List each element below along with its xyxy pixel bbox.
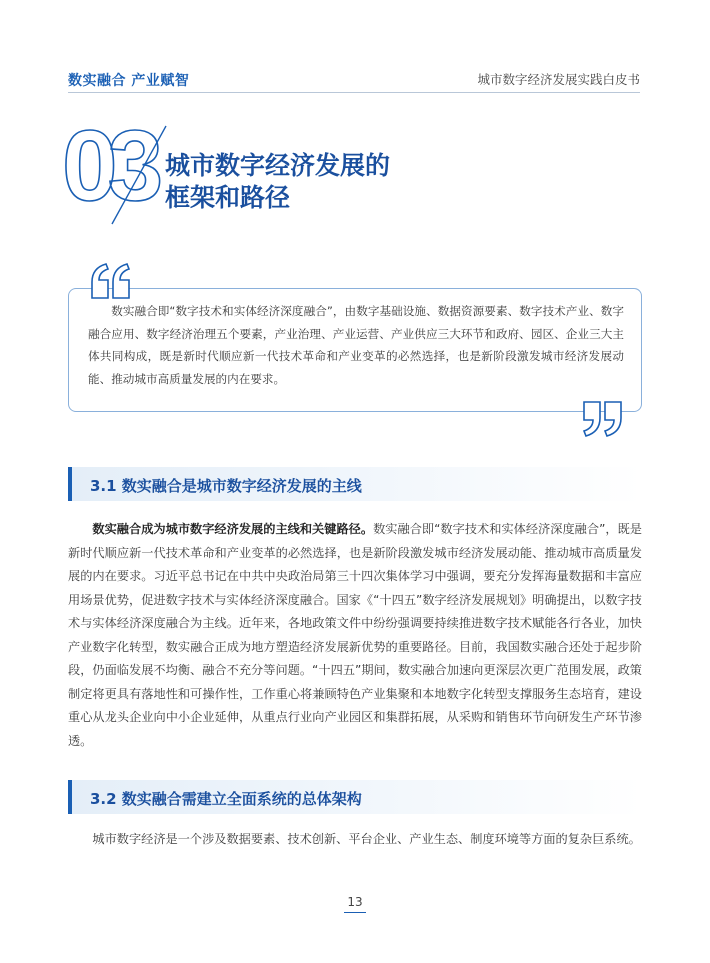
open-quote-icon bbox=[88, 262, 134, 300]
chapter-title-line2: 框架和路径 bbox=[165, 183, 291, 212]
summary-text: 数实融合即“数字技术和实体经济深度融合”，由数字基础设施、数据资源要素、数字技术产业、数字融合应用、数字经济治理五个要素，产业治理、产业运营、产业供应三大环节和政府、园区、企业三大主体共同构成，既是新时代顺应新一代技术革命和产业变革的必然选择，也是新阶段激发城市经济发展动能、推动城市高质量发展的内在要求。 bbox=[88, 304, 624, 386]
page-number-underline bbox=[344, 912, 366, 913]
section-heading-3-1 bbox=[68, 467, 642, 501]
section-title: 3.2 数实融合需建立全面系统的总体架构 bbox=[90, 790, 362, 808]
page-number: 13 bbox=[347, 895, 363, 909]
header-brand: 数实融合 产业赋智 bbox=[68, 73, 190, 89]
chapter-title-line1: 城市数字经济发展的 bbox=[165, 151, 391, 180]
section-accent-bar bbox=[68, 467, 72, 501]
section-accent-bar bbox=[68, 780, 72, 814]
lead-sentence: 数实融合成为城市数字经济发展的主线和关键路径。 bbox=[92, 522, 374, 536]
header-divider bbox=[68, 92, 640, 93]
header-doc-title: 城市数字经济发展实践白皮书 bbox=[477, 72, 640, 87]
chapter-number-graphic bbox=[62, 108, 172, 228]
paragraph-body: 数实融合即“数字技术和实体经济深度融合”，既是新时代顺应新一代技术革命和产业变革的必然选择，也是新阶段激发城市经济发展动能、推动城市高质量发展的内在要求。习近平总书记在中共中央政治局第三十四次集体学习中强调，要充分发挥海量数据和丰富应用场景优势，促进数字技术与实体经济深度融合。国家《“十四五”数字经济发展规划》明确提出，以数字技术与实体经济深度融合为主线。近年来，各地政策文件中纷纷强调要持续推进数字技术赋能各行各业，加快产业数字化转型，数实融合正成为地方塑造经济发展新优势的重要路径。目前，我国数实融合还处于起步阶段，仍面临发展不均衡、融合不充分等问题。“十四五”期间，数实融合加速向更深层次更广范围发展，政策制定将更具有落地性和可操作性，工作重心将兼顾特色产业集聚和本地数字化转型支撑服务生态培育，建设重心从龙头企业向中小企业延伸，从重点行业向产业园区和集群拓展，从采购和销售环节向研发生产环节渗透。 bbox=[68, 522, 642, 748]
chapter-title bbox=[165, 150, 390, 214]
close-quote-icon bbox=[580, 400, 626, 438]
section-heading-3-2 bbox=[68, 780, 642, 814]
section-title: 3.1 数实融合是城市数字经济发展的主线 bbox=[90, 477, 362, 495]
chapter-number: 03 bbox=[62, 110, 154, 222]
section-3-1-paragraph bbox=[68, 518, 642, 753]
section-3-2-paragraph: 城市数字经济是一个涉及数据要素、技术创新、平台企业、产业生态、制度环境等方面的复杂巨系统。 bbox=[92, 832, 641, 846]
